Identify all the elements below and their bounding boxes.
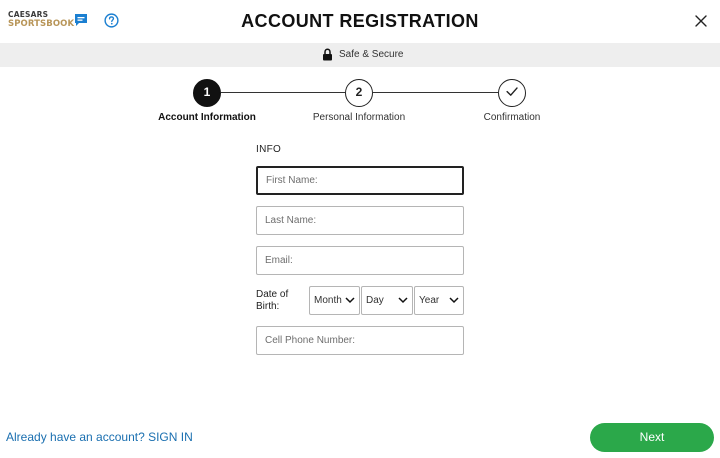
year-value: Year [419, 295, 440, 306]
page-title: ACCOUNT REGISTRATION [241, 11, 479, 31]
registration-form [256, 144, 466, 366]
step-3-label: Confirmation [483, 112, 541, 123]
step-2-label: Personal Information [312, 112, 406, 123]
first-name-input[interactable] [256, 166, 464, 195]
sign-in-link[interactable]: Already have an account? SIGN IN [6, 430, 193, 444]
day-select[interactable] [361, 286, 413, 315]
email-input[interactable] [256, 246, 464, 275]
header [0, 0, 720, 43]
month-value: Month [314, 295, 342, 306]
step-1-marker: 1 [193, 79, 221, 107]
registration-stepper [0, 77, 720, 127]
step-connector [221, 92, 345, 93]
logo-line1: CAESARS [8, 10, 49, 19]
day-value: Day [366, 295, 384, 306]
date-of-birth-row [256, 286, 466, 315]
logo-line2: SPORTSBOOK [8, 18, 75, 29]
secure-text: Safe & Secure [339, 49, 404, 60]
cell-phone-input[interactable] [256, 326, 464, 355]
next-button[interactable]: Next [590, 423, 714, 452]
step-3-check-icon [498, 79, 526, 107]
secure-banner [0, 43, 720, 67]
year-select[interactable] [414, 286, 464, 315]
chevron-down-icon [449, 296, 459, 304]
close-icon[interactable] [694, 14, 708, 28]
chevron-down-icon [345, 296, 355, 304]
chevron-down-icon [398, 296, 408, 304]
lock-icon [322, 48, 333, 61]
last-name-input[interactable] [256, 206, 464, 235]
step-1-label: Account Information [158, 112, 256, 123]
step-connector [373, 92, 498, 93]
dob-label: Date of Birth: [256, 288, 289, 312]
section-label: INFO [256, 144, 282, 155]
month-select[interactable] [309, 286, 360, 315]
step-2-marker: 2 [345, 79, 373, 107]
